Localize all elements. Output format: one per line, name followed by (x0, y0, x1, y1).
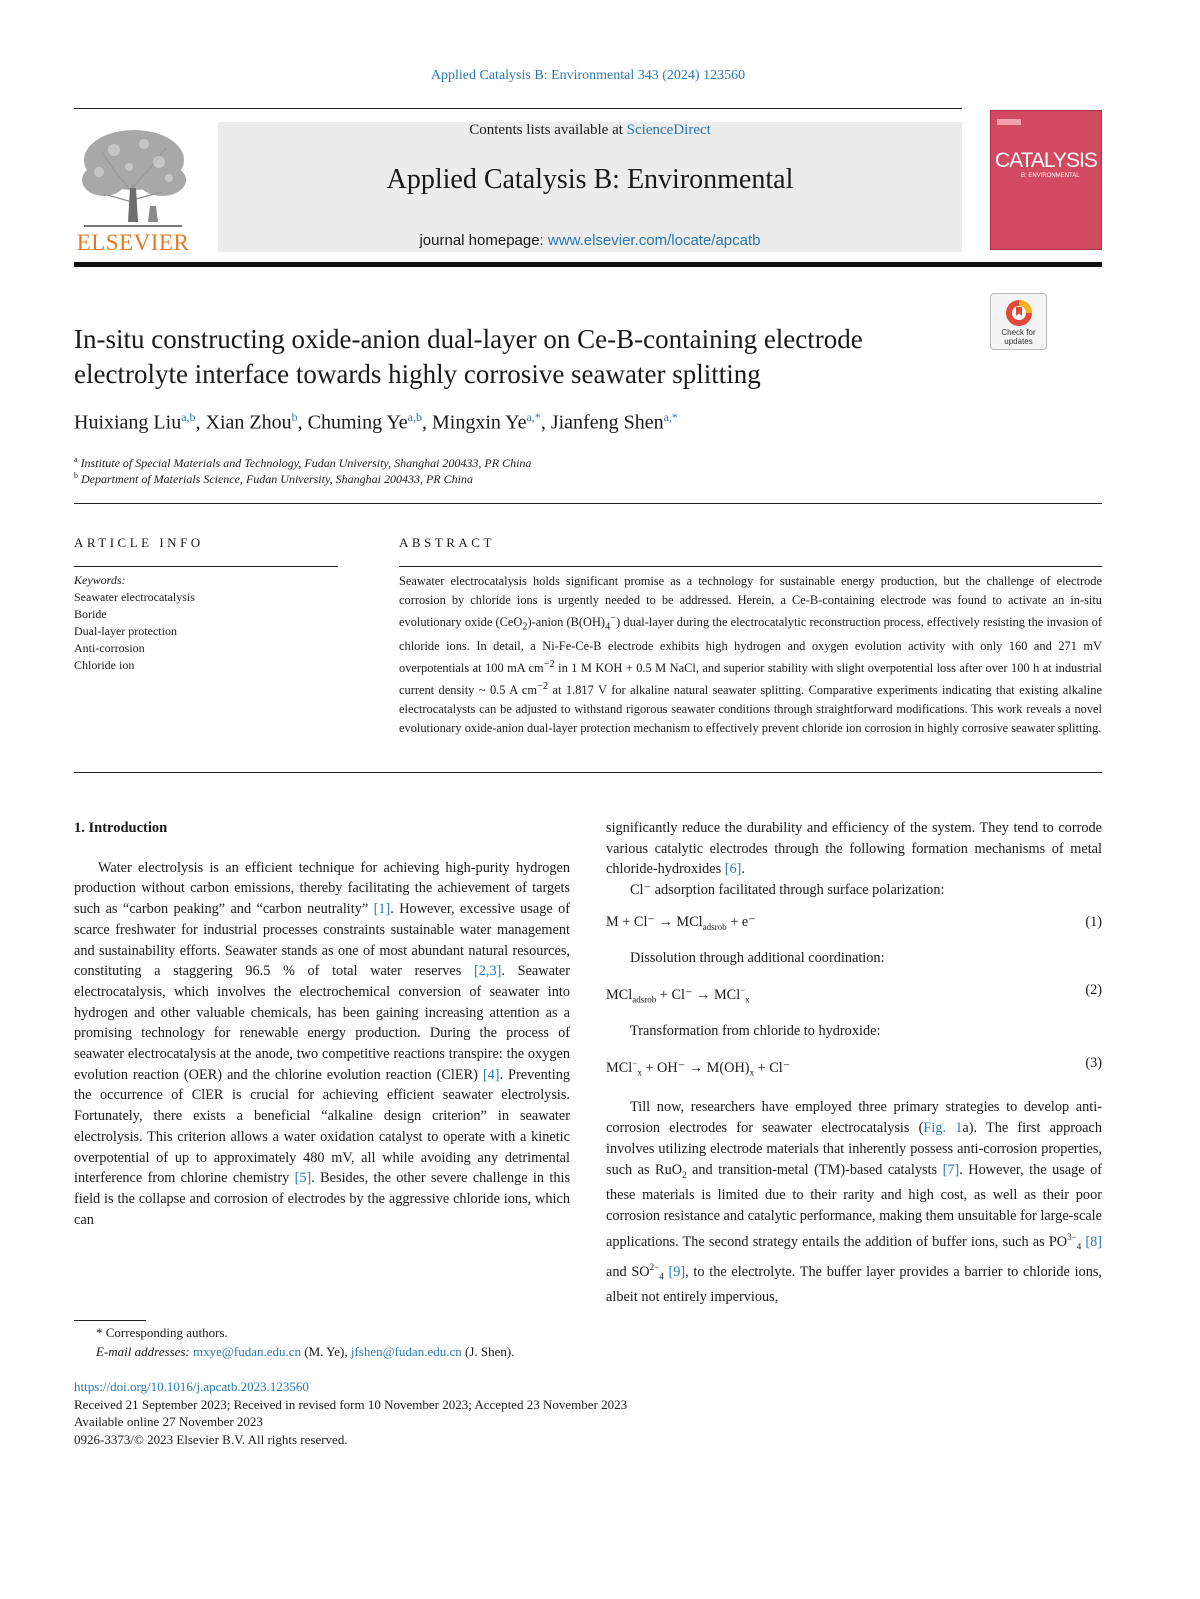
keyword: Seawater electrocatalysis (74, 590, 195, 604)
eq-text: + Cl⁻ (754, 1059, 791, 1076)
copyright: 0926-3373/© 2023 Elsevier B.V. All rights reserved. (74, 1431, 348, 1447)
abstract-text (399, 572, 1102, 738)
eq-text: + e⁻ (726, 913, 756, 930)
cover-band (997, 119, 1021, 125)
footnote-rule (74, 1320, 146, 1321)
eq-sub: adsrob (632, 994, 657, 1005)
citation-link[interactable]: [7] (942, 1161, 960, 1178)
publisher-wordmark: ELSEVIER (76, 230, 190, 255)
equation-intro: Transformation from chloride to hydroxide: (630, 1023, 881, 1040)
author-affil-mark[interactable]: a,b (407, 410, 422, 424)
citation-link[interactable]: [5] (294, 1170, 312, 1187)
text-run: Water electrolysis is an efficient technique for achieving high-purity hydrogen production without carbon emissions, thereby facilitating the achievement of targets such as “carbon peaking” and “carbon neutrality” (74, 859, 570, 918)
contents-prefix: Contents lists available at (469, 122, 627, 138)
journal-masthead (218, 122, 962, 252)
email-owner: (J. Shen). (461, 1344, 515, 1359)
author-list (74, 410, 974, 435)
author-name[interactable]: Chuming Ye (307, 411, 408, 434)
equation-3 (606, 1053, 1102, 1083)
text-run: Till now, researchers have employed three primary strategies to develop anti-corrosion electrodes for seawater electrocatalysis ( (606, 1099, 1102, 1137)
intro-paragraph (74, 858, 570, 1231)
eq-text: MCl (606, 986, 633, 1003)
equation-number: (1) (1085, 913, 1102, 930)
equation-intro: Cl⁻ adsorption facilitated through surface polarization: (630, 882, 945, 899)
running-head[interactable]: Applied Catalysis B: Environmental 343 (2024) 123560 (430, 68, 746, 83)
body-column-right (606, 818, 1102, 1308)
citation-link[interactable]: [9] (668, 1263, 686, 1280)
author-name[interactable]: Huixiang Liu (74, 411, 182, 434)
received-dates: Received 21 September 2023; Received in revised form 10 November 2023; Accepted 23 November 2023 (74, 1396, 628, 1412)
equation-2 (606, 980, 1102, 1010)
text-run: and SO (606, 1263, 650, 1280)
section-heading: 1. Introduction (74, 820, 168, 836)
abstract-sub: 2 (522, 621, 528, 633)
eq-sub: x (745, 994, 750, 1005)
text-run: . Besides, the other severe challenge in this field is the collapse and corrosion of electrodes by the aggressive chloride ions, which can (74, 1170, 571, 1228)
eq-text: MCl (606, 1059, 633, 1076)
author-name[interactable]: Mingxin Ye (432, 411, 527, 434)
equation-number: (3) (1085, 1055, 1102, 1072)
check-updates-icon (1004, 298, 1034, 328)
strategies-paragraph (606, 1097, 1102, 1307)
check-line-1: Check for (1001, 328, 1036, 337)
journal-homepage-link[interactable]: www.elsevier.com/locate/apcatb (547, 232, 761, 249)
check-for-updates-button[interactable] (990, 293, 1047, 350)
eq-sub: adsrob (702, 921, 727, 932)
divider-rule (74, 503, 1102, 504)
author-affil-mark[interactable]: a,* (526, 410, 541, 424)
abstract-part: )-anion (B(OH) (527, 614, 606, 629)
cover-title: CATALYSIS (995, 149, 1097, 172)
text-run: a). The first approach involves utilizing electrode materials that inherently possess anti-corrosion properties, such as RuO (606, 1120, 1103, 1178)
abstract-sup: −2 (537, 681, 549, 693)
author-affil-mark[interactable]: b (291, 410, 298, 424)
abstract-sup: −2 (543, 659, 555, 671)
journal-title: Applied Catalysis B: Environmental (386, 164, 794, 195)
citation-link[interactable]: [1] (373, 901, 391, 918)
email-link[interactable]: jfshen@fudan.edu.cn (350, 1344, 462, 1359)
contents-line (218, 122, 962, 139)
author-affil-mark[interactable]: a,* (663, 410, 678, 424)
equation-body (606, 980, 750, 1010)
header-rule (74, 108, 962, 109)
abstract-rule (399, 566, 1102, 567)
check-line-2: updates (1004, 337, 1033, 346)
masthead-rule (74, 262, 1102, 267)
keywords-label: Keywords: (74, 573, 126, 587)
equation-intro: Dissolution through additional coordination: (630, 950, 885, 967)
doi-link[interactable]: https://doi.org/10.1016/j.apcatb.2023.123560 (74, 1379, 309, 1394)
affiliation-b (74, 471, 473, 487)
cover-subtitle: B: ENVIRONMENTAL (1021, 173, 1080, 179)
article-info-heading: ARTICLE INFO (74, 535, 204, 550)
author-sep: , (297, 411, 308, 434)
abstract-part: Seawater electrocatalysis holds significant promise as a technology for sustainable energy production, but the challenge of electrode corrosion by chloride ions is urgently needed to be addressed. Herein, a Ce-B-containing electrode was found to activate an in-situ evolutionary oxide (CeO (399, 574, 1102, 629)
homepage-prefix: journal homepage: (419, 232, 548, 249)
citation-link[interactable]: [8] (1085, 1233, 1103, 1250)
equation-number: (2) (1085, 982, 1102, 999)
affil-text: Institute of Special Materials and Technology, Fudan University, Shanghai 200433, PR China (80, 456, 532, 470)
abstract-part: at 1.817 V for alkaline natural seawater splitting. Comparative experiments indicating that existing alkaline electrocatalysts can be adjusted to withstand rigorous seawater conditions through straightforward modifications. This work reveals a novel evolutionary oxide-anion dual-layer protection mechanism to effectively prevent chloride ion corrosion in highly corrosive seawater splitting. (399, 683, 1102, 736)
homepage-line (218, 232, 962, 249)
abstract-heading: ABSTRACT (399, 535, 495, 550)
keyword: Dual-layer protection (74, 624, 177, 638)
email-owner: (M. Ye), (301, 1344, 351, 1359)
citation-link[interactable]: [6] (724, 861, 742, 878)
text-sup: 2− (649, 1261, 660, 1272)
text-run: and transition-metal (TM)-based catalysts (686, 1161, 943, 1178)
abstract-sub: 4 (605, 621, 611, 633)
text-sub: 2 (682, 1169, 687, 1180)
text-sup: 3− (1067, 1231, 1077, 1242)
email-label: E-mail addresses: (96, 1344, 194, 1359)
equation-1 (606, 912, 1102, 938)
equation-body (606, 1053, 790, 1083)
abstract-part: in 1 M KOH + 0.5 M NaCl, and superior stability with slight overpotential loss after over 100 h at industrial current density ~ 0.5 A cm (399, 661, 1102, 698)
body-column-left (74, 818, 570, 1230)
eq-text: + Cl⁻ → MCl (656, 986, 741, 1003)
text-run: , to the electrolyte. The buffer layer provides a barrier to chloride ions, albeit not entirely impervious, (606, 1263, 1102, 1306)
eq-text: + OH⁻ → M(OH) (641, 1059, 750, 1076)
affil-mark: a (74, 455, 78, 464)
eq-sub: x (637, 1067, 642, 1078)
article-info-rule (74, 566, 338, 567)
abstract-end-rule (74, 772, 1102, 773)
corresponding-note: * Corresponding authors. (96, 1325, 228, 1340)
email-note (74, 1344, 514, 1360)
eq-sup: − (632, 1058, 638, 1069)
abstract-part: ) dual-layer during the electrocatalytic reconstruction process, effectively resisting the invasion of chloride ions. In detail, a Ni-Fe-Ce-B electrode exhibits high hydrogen and oxygen evolution activity with only 160 and 271 mV overpotentials at 100 mA cm (399, 614, 1102, 676)
citation-link[interactable]: [2,3] (473, 963, 502, 980)
affil-mark: b (74, 471, 78, 480)
keyword: Boride (74, 607, 107, 621)
text-run: significantly reduce the durability and efficiency of the system. They tend to corrode various catalytic electrodes through the following formation mechanisms of metal chloride-hydroxides (606, 820, 1102, 878)
keyword: Chloride ion (74, 658, 135, 672)
text-sub: 4 (659, 1271, 664, 1282)
author-sep: , (195, 411, 206, 434)
eq-sup: − (740, 985, 746, 996)
author-sep: , (540, 411, 551, 434)
keyword: Anti-corrosion (74, 641, 145, 655)
text-run: . However, excessive usage of scarce freshwater for industrial processes constraints sustainable water management and sustainability efforts. Seawater stands as one of most abundant natural resources, constituting a staggering 96.5 % of total water reserves (74, 901, 570, 980)
figure-link[interactable]: Fig. 1 (923, 1120, 963, 1137)
text-sub: 4 (1076, 1241, 1082, 1252)
author-name[interactable]: Xian Zhou (205, 411, 292, 434)
email-link[interactable]: mxye@fudan.edu.cn (193, 1344, 302, 1359)
abstract-sup: − (610, 612, 617, 624)
eq-sub: x (749, 1067, 755, 1078)
author-affil-mark[interactable]: a,b (181, 410, 196, 424)
text-run: . However, the usage of these materials is limited due to their rarity and high cost, as well as their poor corrosion resistance and catalytic performance, making them unsuitable for large-scale applications. The second strategy entails the addition of buffer ions, such as PO (606, 1161, 1102, 1250)
continued-paragraph (606, 818, 1102, 880)
article-title: In-situ constructing oxide-anion dual-layer on Ce-B-containing electrode electrolyte interface towards highly corrosive seawater splitting (74, 324, 863, 389)
text-run: . Seawater electrocatalysis, which involves the electrochemical conversion of seawater into hydrogen and other valuable chemicals, has been gaining increasing attention as a promising technology for renewable energy production. During the process of seawater electrocatalysis at the anode, two competitive reactions transpire: the oxygen evolution reaction (OER) and the chlorine evolution reaction (ClER) (74, 963, 570, 1083)
citation-link[interactable]: [4] (482, 1066, 500, 1083)
equation-body (606, 912, 756, 938)
text-run: . Preventing the occurrence of ClER is crucial for achieving efficient seawater electrolysis. Fortunately, there exists a beneficial “alkaline design criterion” in seawater electrolysis. This criterion allows a water oxidation catalyst to operate with a kinetic overpotential of up to approximately 480 mV, all while avoiding any detrimental interference from chlorine chemistry (74, 1066, 570, 1187)
sciencedirect-link[interactable]: ScienceDirect (626, 122, 711, 138)
eq-text: M + Cl⁻ → MCl (606, 913, 703, 930)
publication-info (74, 1378, 627, 1448)
text-run: . (741, 861, 745, 878)
author-name[interactable]: Jianfeng Shen (550, 411, 664, 434)
journal-cover-thumbnail[interactable] (990, 110, 1102, 250)
affiliation-a (74, 455, 531, 471)
affil-text: Department of Materials Science, Fudan University, Shanghai 200433, PR China (81, 472, 473, 486)
author-sep: , (422, 411, 432, 434)
available-online: Available online 27 November 2023 (74, 1414, 263, 1429)
keywords-block (74, 572, 334, 674)
